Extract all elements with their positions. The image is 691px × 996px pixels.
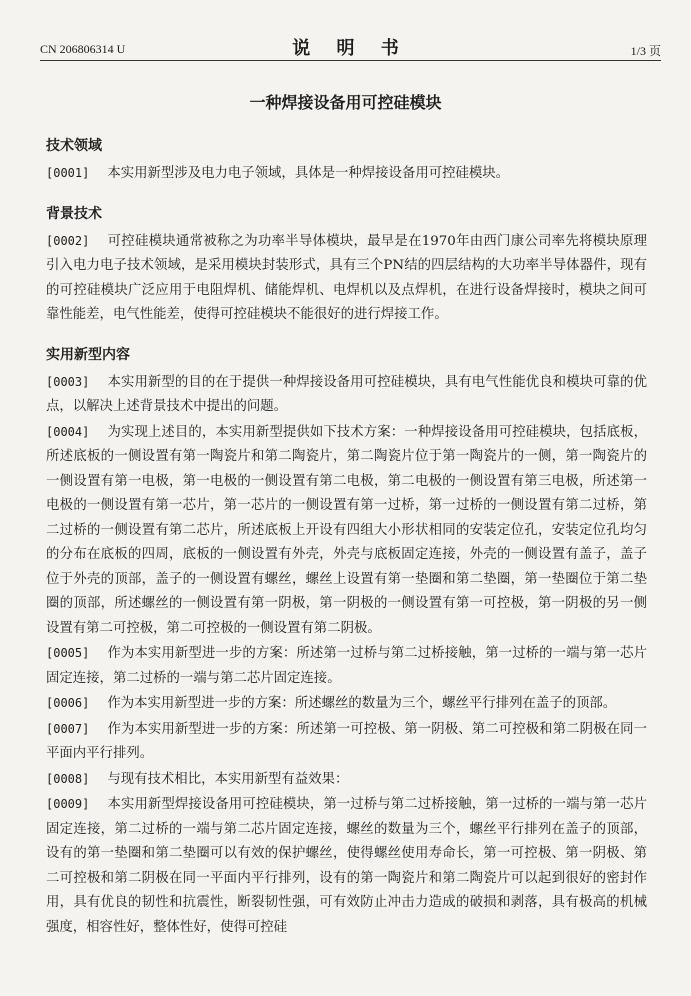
paragraph [46, 767, 647, 793]
paragraph-number: [0005] [46, 646, 90, 660]
paragraph-text: 本实用新型涉及电力电子领域，具体是一种焊接设备用可控硅模块。 [107, 166, 510, 181]
section-heading: 背景技术 [46, 205, 102, 222]
paragraph-number: [0007] [46, 721, 90, 736]
paragraph-text: 为实现上述目的，本实用新型提供如下技术方案：一种焊接设备用可控硅模块，包括底板，所述底板的一侧设置有第一陶瓷片和第二陶瓷片，第二陶瓷片位于第一陶瓷片的一侧，第一陶瓷片的一侧设置有第一电极，第一电极的一侧设置有第二电极，第二电极的一侧设置有第三电极，所述第一电极的一侧设置有第一芯片，第一芯片的一侧设置有第一过桥，第一过桥的一侧设置有第二过桥，第二过桥的一侧设置有第二芯片，所述底板上开设有四组大小形状相同的安装定位孔，安装定位孔均匀的分布在底板的四周，底板的一侧设置有外壳，外壳与底板固定连接，外壳的一侧设置有盖子，盖子位于外壳的顶部，盖子的一侧设置有螺丝，螺丝上设置有第一垫圈和第二垫圈，第一垫圈位于第二垫圈的顶部，所述螺丝的一侧设置有第一阴极，第一阴极的一侧设置有第一可控极，第一阴极的另一侧设置有第二可控极，第二可控极的一侧设置有第二阴极。 [46, 424, 647, 636]
paragraph [46, 370, 647, 420]
paragraph-number: [0001] [46, 166, 90, 180]
paragraph-text: 与现有技术相比，本实用新型有益效果： [107, 771, 349, 787]
document-title: 一种焊接设备用可控硅模块 [249, 93, 442, 112]
section-heading: 实用新型内容 [46, 346, 130, 363]
page-number: 1/3 页 [630, 44, 661, 58]
paragraph-number: [0009] [46, 797, 90, 811]
paragraph-text: 作为本实用新型进一步的方案：所述第一可控极、第一阴极、第二可控极和第二阴极在同一平面内平行排列。 [46, 721, 647, 761]
document-body [46, 135, 647, 956]
paragraph [46, 792, 647, 940]
paragraph [46, 717, 647, 767]
paragraph-text: 作为本实用新型进一步的方案：所述第一过桥与第二过桥接触，第一过桥的一端与第一芯片固定连接，第二过桥的一端与第二芯片固定连接。 [46, 646, 647, 686]
page-header [40, 34, 661, 61]
section-technical-field [46, 135, 647, 187]
paragraph [46, 641, 647, 691]
paragraph-number: [0003] [46, 374, 90, 389]
paragraph-number: [0004] [46, 424, 90, 439]
paragraph-text: 本实用新型焊接设备用可控硅模块，第一过桥与第二过桥接触，第一过桥的一端与第一芯片固定连接，第二过桥的一端与第二芯片固定连接，螺丝的数量为三个，螺丝平行排列在盖子的顶部，设有的第一垫圈和第二垫圈可以有效的保护螺丝，使得螺丝使用寿命长，第一可控极、第一阴极、第二可控极和第二阴极在同一平面内平行排列，设有的第一陶瓷片和第二陶瓷片可以起到很好的密封作用，具有优良的韧性和抗震性，断裂韧性强，可有效防止冲击力造成的破损和剥落，具有极高的机械强度，相容性好，整体性好，使得可控硅 [46, 797, 647, 935]
paragraph-number: [0006] [46, 696, 90, 710]
paragraph-number: [0002] [46, 233, 90, 248]
section-utility-content [46, 344, 647, 941]
paragraph [46, 161, 647, 187]
document-type: 说 明 书 [292, 38, 409, 59]
paragraph-number: [0008] [46, 771, 90, 786]
paragraph [46, 420, 647, 642]
paragraph [46, 229, 647, 328]
publication-number: CN 206806314 U [40, 42, 126, 56]
paragraph [46, 691, 647, 717]
paragraph-text: 本实用新型的目的在于提供一种焊接设备用可控硅模块，具有电气性能优良和模块可靠的优点，以解决上述背景技术中提出的问题。 [46, 374, 647, 414]
paragraph-text: 作为本实用新型进一步的方案：所述螺丝的数量为三个，螺丝平行排列在盖子的顶部。 [107, 696, 617, 711]
section-heading: 技术领域 [46, 138, 102, 154]
paragraph-text: 可控硅模块通常被称之为功率半导体模块，最早是在1970年由西门康公司率先将模块原理引入电力电子技术领域，是采用模块封装形式，具有三个PN结的四层结构的大功率半导体器件，现有的可控硅模块广泛应用于电阻焊机、储能焊机、电焊机以及点焊机，在进行设备焊接时，模块之间可靠性能差，电气性能差，使得可控硅模块不能很好的进行焊接工作。 [46, 233, 647, 322]
section-background [46, 203, 647, 328]
